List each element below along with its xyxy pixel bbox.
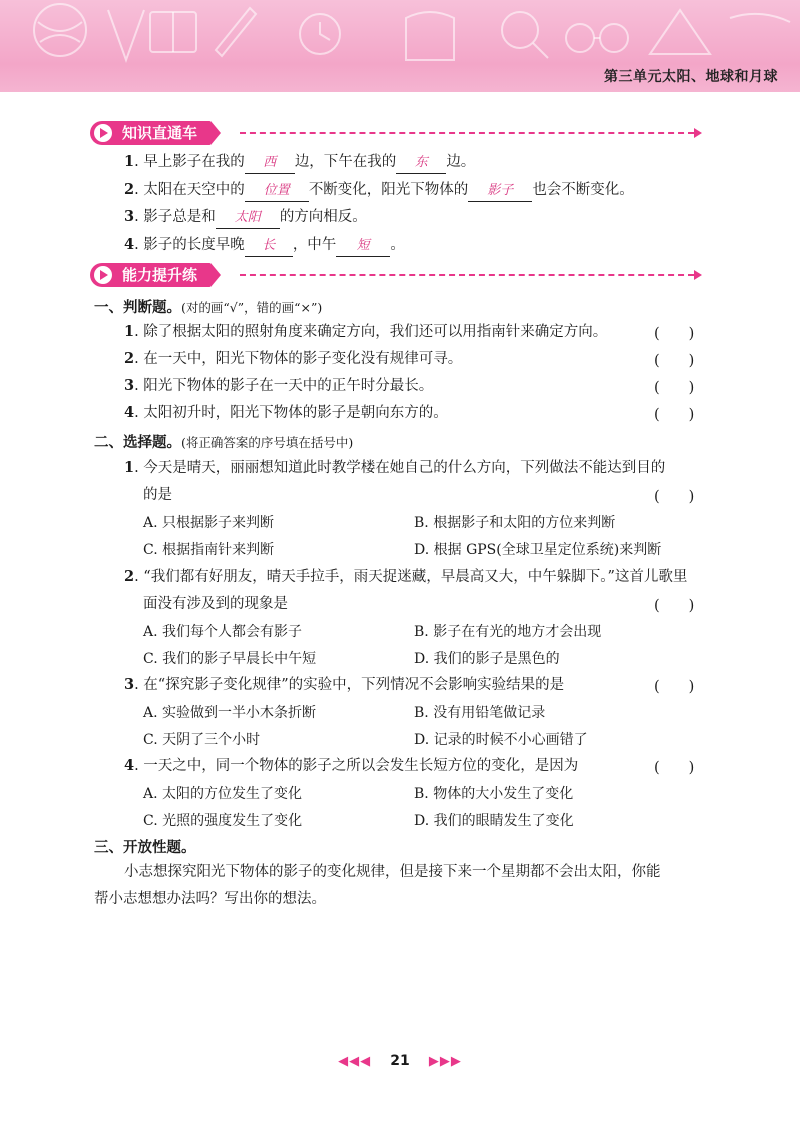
fill-item-1: 1. 早上影子在我的 西 边，下午在我的 东 边。 [124,152,475,174]
mc-question-2: 2. “我们都有好朋友，晴天手拉手，雨天捉迷藏，早晨高又大，中午躲脚下。”这首儿歌里 [124,568,688,585]
part2-heading: 二、选择题。(将正确答案的序号填在括号中) [94,435,354,451]
answer-paren[interactable]: ( ) [654,598,695,614]
mc-question-3: 3. 在“探究影子变化规律”的实验中，下列情况不会影响实验结果的是 [124,676,565,693]
answer-blank[interactable]: 影子 [468,181,532,202]
option-a[interactable]: A. 太阳的方位发生了变化 [143,786,303,802]
fill-item-4: 4. 影子的长度早晚 长 ，中午 短 。 [124,235,405,257]
globe-lines-icon [38,22,82,42]
option-b[interactable]: B. 根据影子和太阳的方位来判断 [414,515,616,531]
answer-blank[interactable]: 短 [336,236,390,257]
option-c[interactable]: C. 根据指南针来判断 [143,542,275,558]
answer-paren[interactable]: ( ) [654,489,695,505]
swirl-icon [730,14,790,22]
mc-question-1: 1. 今天是晴天，丽丽想知道此时教学楼在她自己的什么方向，下列做法不能达到目的 [124,459,666,476]
page-number: 21 [390,1053,410,1069]
section-bar-ability [90,263,702,287]
open-question-text: 小志想探究阳光下物体的影子的变化规律，但是接下来一个星期都不会出太阳，你能 [124,864,661,880]
option-a[interactable]: A. 只根据影子来判断 [143,515,275,531]
chapter-title: 第三单元太阳、地球和月球 [604,69,778,85]
dotted-divider [240,132,694,134]
part1-heading: 一、判断题。(对的画“√”，错的画“×”) [94,300,323,316]
open-question-text-cont: 帮小志想想办法吗？写出你的想法。 [94,891,326,907]
section-tag [90,263,211,287]
page-header [0,0,800,100]
option-d[interactable]: D. 根据 GPS(全球卫星定位系统)来判断 [414,542,662,558]
section-title: 能力提升练 [122,266,198,284]
answer-paren[interactable]: ( ) [654,679,695,695]
answer-blank[interactable]: 西 [245,153,295,174]
answer-blank[interactable]: 长 [245,236,293,257]
answer-paren[interactable]: ( ) [654,353,695,369]
part3-heading: 三、开放性题。 [94,840,196,856]
left-arrows-icon: ◀◀◀ [338,1054,372,1069]
page-footer [0,1050,800,1069]
section-title: 知识直通车 [122,124,198,142]
play-icon [94,266,112,284]
answer-paren[interactable]: ( ) [654,760,695,776]
mc-question-1-cont: 的是 [143,487,172,503]
glasses-icon [566,24,594,52]
backpack-icon [406,12,454,60]
tf-item-4: 4. 太阳初升时，阳光下物体的影子是朝向东方的。 [124,404,448,421]
option-c[interactable]: C. 我们的影子早晨长中午短 [143,651,317,667]
option-d[interactable]: D. 记录的时候不小心画错了 [414,732,588,748]
magnifier-icon [502,12,538,48]
answer-paren[interactable]: ( ) [654,407,695,423]
option-a[interactable]: A. 实验做到一半小木条折断 [143,705,317,721]
tf-item-2: 2. 在一天中，阳光下物体的影子变化没有规律可寻。 [124,350,463,367]
option-a[interactable]: A. 我们每个人都会有影子 [143,624,303,640]
option-b[interactable]: B. 影子在有光的地方才会出现 [414,624,602,640]
triangle-ruler-icon [650,10,710,54]
section-bar-knowledge [90,121,702,145]
option-d[interactable]: D. 我们的眼睛发生了变化 [414,813,574,829]
mc-question-2-cont: 面没有涉及到的现象是 [143,596,288,612]
compass-icon [108,10,144,60]
pencil-icon [216,8,256,56]
tf-item-3: 3. 阳光下物体的影子在一天中的正午时分最长。 [124,377,434,394]
answer-paren[interactable]: ( ) [654,326,695,342]
fill-item-3: 3. 影子总是和 太阳 的方向相反。 [124,207,367,229]
option-b[interactable]: B. 没有用铅笔做记录 [414,705,546,721]
answer-blank[interactable]: 东 [396,153,446,174]
right-arrows-icon: ▶▶▶ [428,1054,462,1069]
answer-blank[interactable]: 太阳 [216,208,280,229]
section-tag [90,121,211,145]
option-c[interactable]: C. 光照的强度发生了变化 [143,813,303,829]
tf-item-1: 1. 除了根据太阳的照射角度来确定方向，我们还可以用指南针来确定方向。 [124,323,608,340]
option-b[interactable]: B. 物体的大小发生了变化 [414,786,574,802]
play-icon [94,124,112,142]
dotted-divider [240,274,694,276]
fill-item-2: 2. 太阳在天空中的 位置 不断变化，阳光下物体的 影子 也会不断变化。 [124,180,634,202]
option-d[interactable]: D. 我们的影子是黑色的 [414,651,560,667]
mc-question-4: 4. 一天之中，同一个物体的影子之所以会发生长短方位的变化，是因为 [124,757,579,774]
option-c[interactable]: C. 天阴了三个小时 [143,732,261,748]
answer-paren[interactable]: ( ) [654,380,695,396]
answer-blank[interactable]: 位置 [245,181,309,202]
